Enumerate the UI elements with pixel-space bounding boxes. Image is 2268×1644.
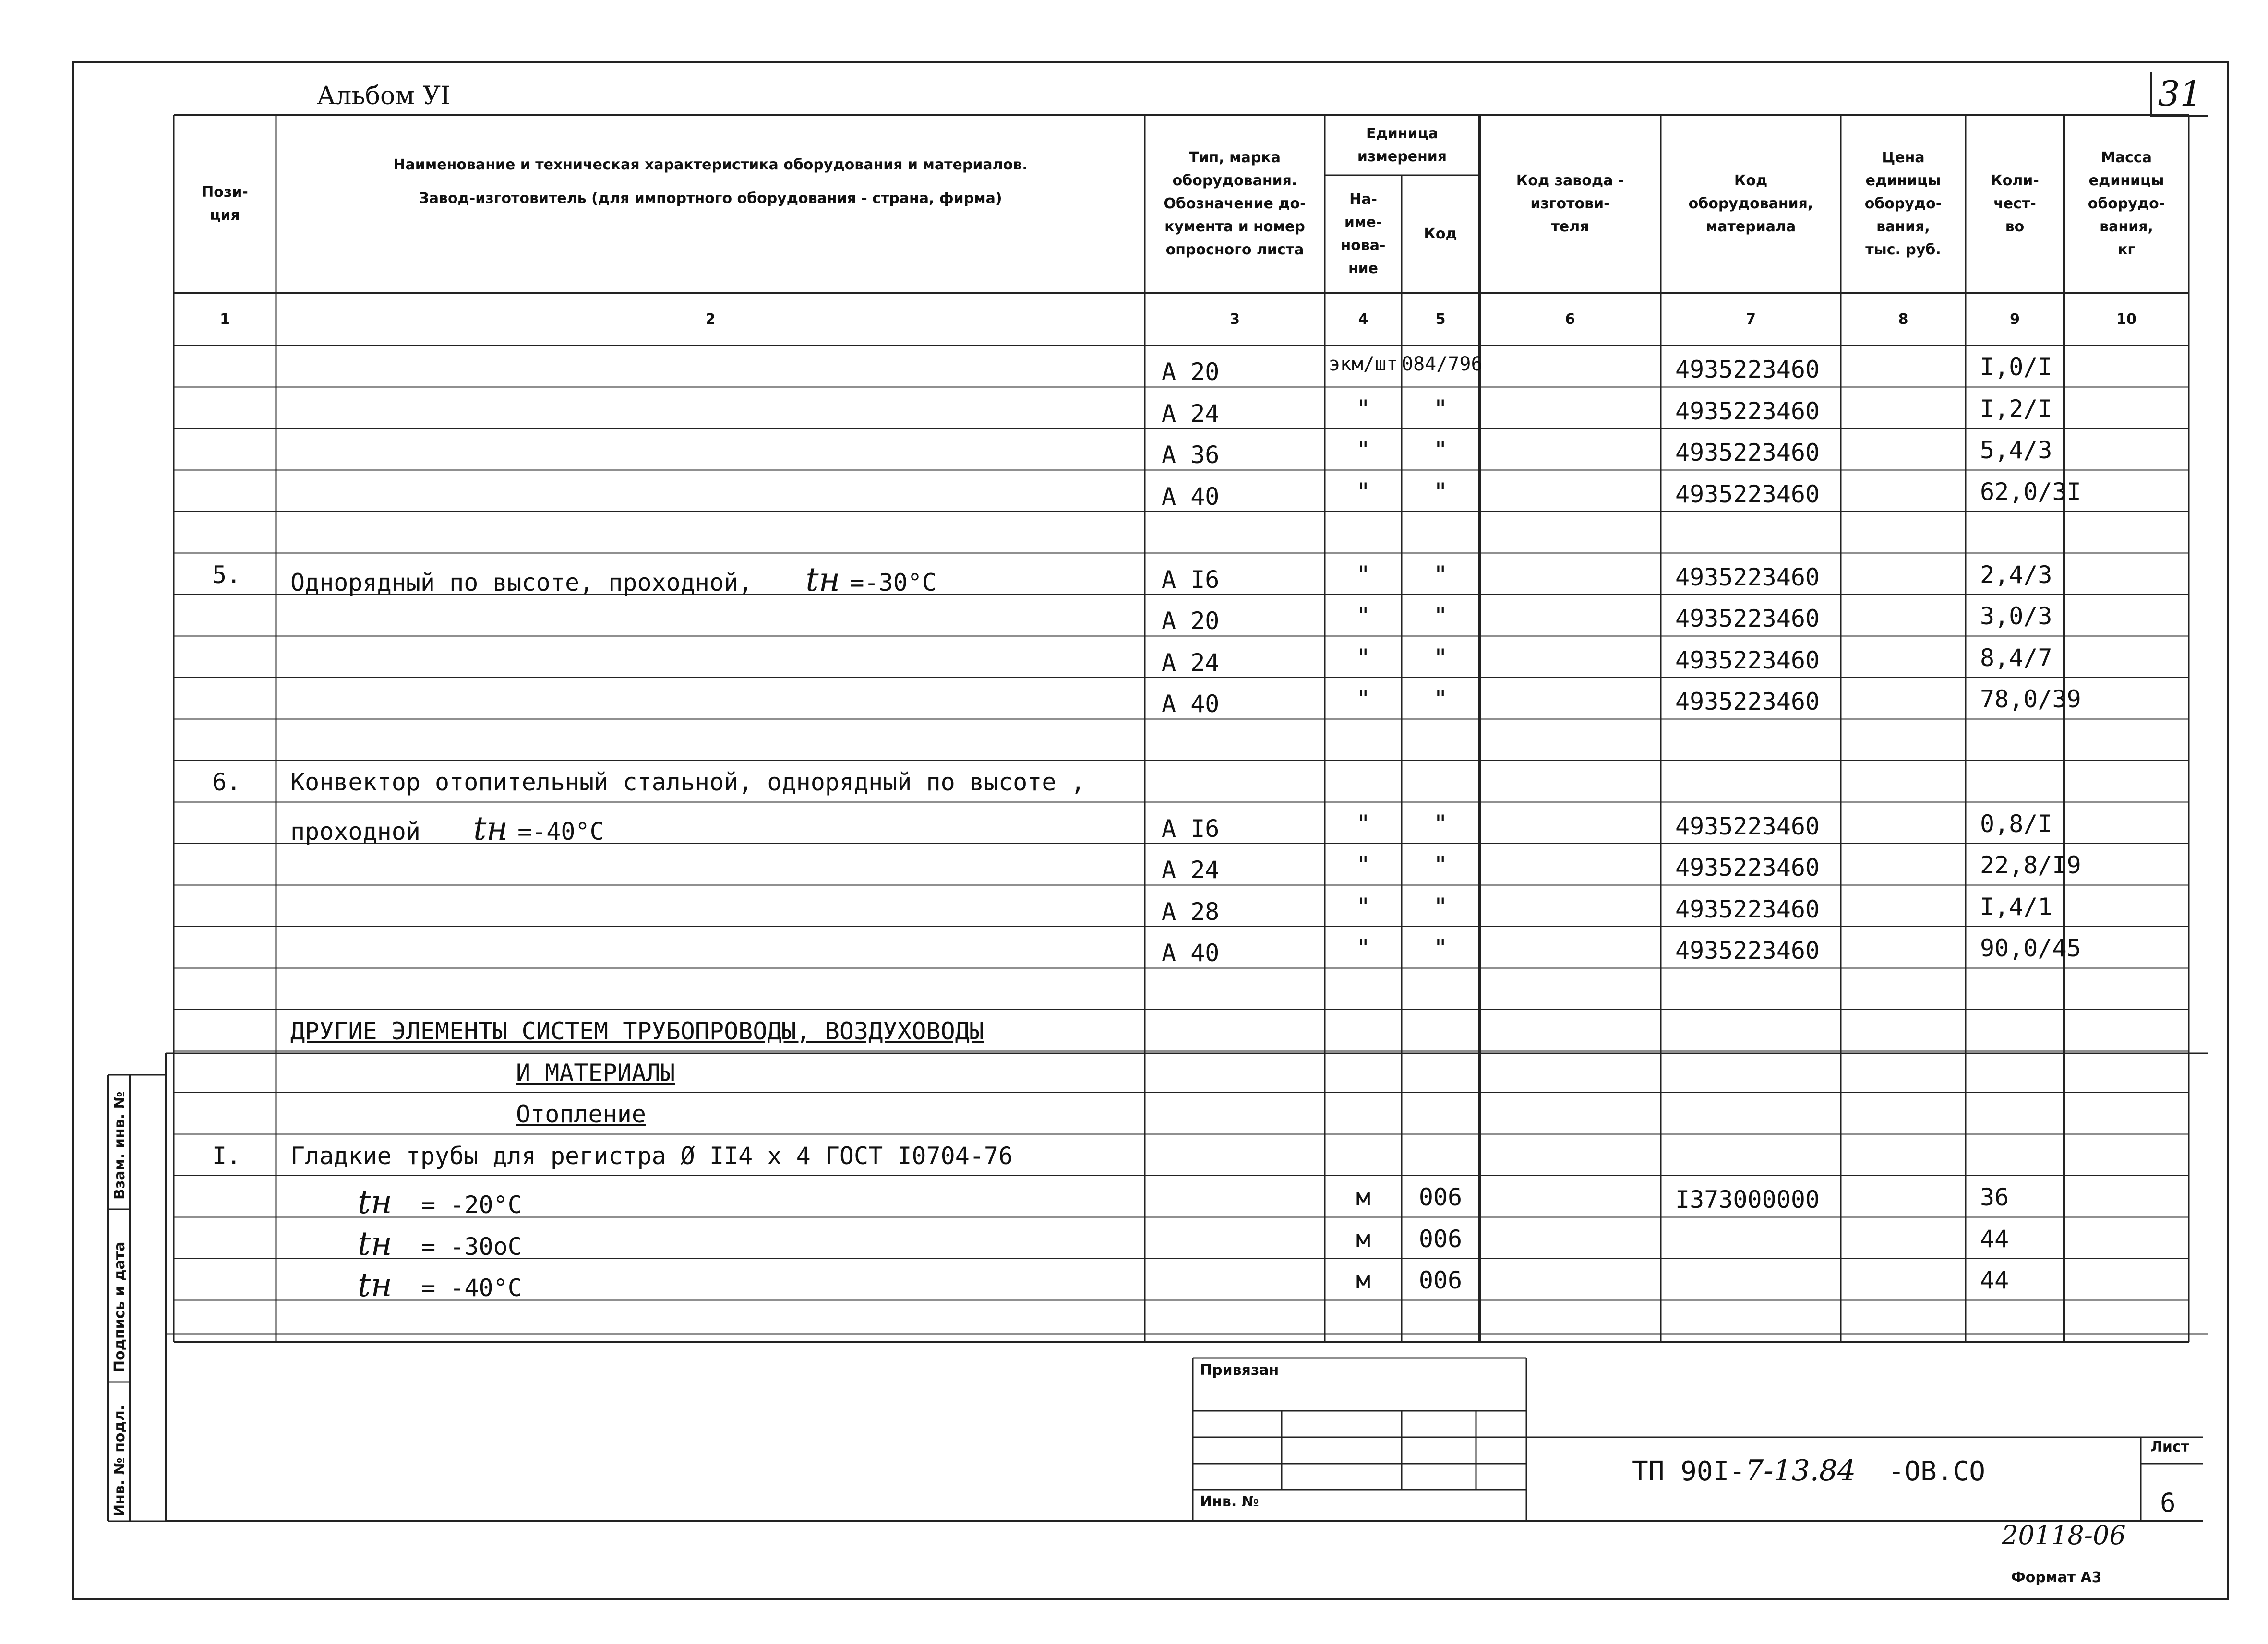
row-material-code: 4935223460 bbox=[1675, 854, 1820, 882]
row-name bbox=[516, 1059, 675, 1087]
row-unit-name: " bbox=[1356, 602, 1371, 630]
row-quantity: I,4/1 bbox=[1980, 893, 2052, 921]
attached-label: Привязан bbox=[1200, 1362, 1279, 1379]
format-label: Формат А3 bbox=[2011, 1569, 2102, 1586]
row-name-temperature: =-40°С bbox=[517, 817, 604, 846]
row-name-text: Гладкие трубы для регистра Ø II4 х 4 ГОСТ I0704-76 bbox=[290, 1142, 1013, 1170]
row-unit-code: " bbox=[1433, 602, 1448, 630]
row-material-code: 4935223460 bbox=[1675, 605, 1820, 632]
row-quantity: 2,4/3 bbox=[1980, 560, 2052, 589]
row-unit-name: экм/шт bbox=[1328, 353, 1398, 375]
header-name-line1: Наименование и техническая характеристика оборудования и материалов. bbox=[393, 156, 1028, 173]
row-unit-code: 084/796 bbox=[1402, 353, 1483, 375]
row-quantity: I,2/I bbox=[1980, 394, 2052, 423]
column-number: 6 bbox=[1565, 310, 1575, 328]
header-price: Цена единицы оборудо- вания, тыс. руб. bbox=[1864, 149, 1942, 258]
row-unit-code: " bbox=[1433, 394, 1448, 423]
row-unit-name: " bbox=[1356, 934, 1371, 962]
row-material-code: 4935223460 bbox=[1675, 812, 1820, 840]
row-name bbox=[358, 1183, 522, 1221]
row-name-text: И МАТЕРИАЛЫ bbox=[516, 1059, 675, 1087]
sheet-label: Лист bbox=[2150, 1439, 2190, 1455]
row-name-text: Отопление bbox=[516, 1100, 646, 1128]
row-name bbox=[290, 768, 1085, 796]
row-type: А 20 bbox=[1162, 358, 1220, 386]
handwritten-t-symbol: tн bbox=[805, 560, 840, 599]
row-unit-code: " bbox=[1433, 436, 1448, 464]
row-name bbox=[290, 561, 936, 599]
row-unit-name: м bbox=[1356, 1183, 1371, 1211]
row-quantity: I,0/I bbox=[1980, 353, 2052, 381]
row-quantity: 0,8/I bbox=[1980, 810, 2052, 838]
row-position: I. bbox=[212, 1142, 241, 1170]
row-name-text: ДРУГИЕ ЭЛЕМЕНТЫ СИСТЕМ ТРУБОПРОВОДЫ, ВОЗДУХОВОДЫ bbox=[290, 1017, 984, 1045]
row-unit-name: м bbox=[1356, 1266, 1371, 1294]
row-unit-name: " bbox=[1356, 810, 1371, 838]
header-unit: Единица измерения bbox=[1357, 125, 1447, 165]
sheet-value: 6 bbox=[2160, 1488, 2176, 1518]
row-quantity: 90,0/45 bbox=[1980, 934, 2081, 962]
row-unit-name: " bbox=[1356, 436, 1371, 464]
inv-label: Инв. № bbox=[1200, 1493, 1259, 1510]
row-unit-code: 006 bbox=[1418, 1183, 1463, 1211]
column-number: 3 bbox=[1230, 310, 1240, 328]
row-unit-name: " bbox=[1356, 560, 1371, 589]
row-material-code: 4935223460 bbox=[1675, 563, 1820, 591]
row-unit-code: " bbox=[1433, 477, 1448, 506]
row-quantity: 22,8/I9 bbox=[1980, 851, 2081, 879]
header-unit-name: На- име- нова- ние bbox=[1341, 191, 1386, 277]
designation-handwritten: 7-13.84 bbox=[1745, 1454, 1856, 1488]
row-unit-name: " bbox=[1356, 643, 1371, 672]
row-name-temperature: = -20°С bbox=[421, 1191, 522, 1219]
row-unit-code: 006 bbox=[1418, 1266, 1463, 1294]
row-unit-name: " bbox=[1356, 851, 1371, 879]
row-unit-name: " bbox=[1356, 394, 1371, 423]
row-type: А 40 bbox=[1162, 690, 1220, 718]
row-material-code: 4935223460 bbox=[1675, 646, 1820, 674]
row-name bbox=[516, 1100, 646, 1128]
header-unit-code: Код bbox=[1424, 225, 1457, 242]
row-material-code: 4935223460 bbox=[1675, 480, 1820, 508]
row-type: А 40 bbox=[1162, 482, 1220, 511]
row-type: А 24 bbox=[1162, 856, 1220, 884]
row-name bbox=[290, 810, 604, 848]
row-unit-name: " bbox=[1356, 685, 1371, 713]
row-unit-code: " bbox=[1433, 643, 1448, 672]
row-name-temperature: =-30°С bbox=[850, 568, 937, 596]
row-material-code: I373000000 bbox=[1675, 1186, 1820, 1214]
row-type: А I6 bbox=[1162, 814, 1220, 843]
row-material-code: 4935223460 bbox=[1675, 439, 1820, 466]
row-type: А 36 bbox=[1162, 441, 1220, 469]
row-name-temperature: = -30оС bbox=[421, 1232, 522, 1261]
row-name bbox=[290, 1142, 1013, 1170]
row-material-code: 4935223460 bbox=[1675, 937, 1820, 965]
row-unit-code: 006 bbox=[1418, 1225, 1463, 1253]
row-material-code: 4935223460 bbox=[1675, 397, 1820, 425]
row-quantity: 3,0/3 bbox=[1980, 602, 2052, 630]
row-name bbox=[358, 1266, 522, 1304]
row-unit-name: " bbox=[1356, 477, 1371, 506]
row-type: А 40 bbox=[1162, 939, 1220, 967]
row-name bbox=[290, 1017, 984, 1045]
row-name-text: Конвектор отопительный стальной, однорядный по высоте , bbox=[290, 768, 1085, 796]
row-quantity: 44 bbox=[1980, 1266, 2009, 1294]
row-quantity: 44 bbox=[1980, 1225, 2009, 1253]
column-number: 1 bbox=[220, 310, 230, 328]
row-name-temperature: = -40°С bbox=[421, 1274, 522, 1302]
row-name-text: Однорядный по высоте, проходной, bbox=[290, 568, 753, 596]
header-factory-code: Код завода - изготови- теля bbox=[1516, 172, 1624, 235]
row-material-code: 4935223460 bbox=[1675, 895, 1820, 923]
row-unit-code: " bbox=[1433, 851, 1448, 879]
row-type: А 28 bbox=[1162, 897, 1220, 926]
row-unit-code: " bbox=[1433, 893, 1448, 921]
row-name-text: проходной bbox=[290, 817, 420, 846]
row-type: А 20 bbox=[1162, 607, 1220, 635]
header-material-code: Код оборудования, материала bbox=[1688, 172, 1813, 235]
row-quantity: 5,4/3 bbox=[1980, 436, 2052, 464]
header-mass: Масса единицы оборудо- вания, кг bbox=[2088, 149, 2165, 258]
row-unit-code: " bbox=[1433, 685, 1448, 713]
handwritten-t-symbol: tн bbox=[358, 1266, 393, 1304]
row-type: А I6 bbox=[1162, 565, 1220, 594]
stamp-number: 20118-06 bbox=[2002, 1520, 2126, 1550]
column-number: 2 bbox=[705, 310, 716, 328]
row-quantity: 62,0/3I bbox=[1980, 477, 2081, 506]
row-type: А 24 bbox=[1162, 648, 1220, 677]
row-name bbox=[358, 1225, 522, 1263]
sheet-number: 31 bbox=[2150, 72, 2208, 117]
side-stamp-inventory: Инв. № подл. bbox=[111, 1405, 128, 1516]
row-unit-code: " bbox=[1433, 810, 1448, 838]
column-number: 4 bbox=[1358, 310, 1368, 328]
column-number: 8 bbox=[1898, 310, 1908, 328]
row-type: А 24 bbox=[1162, 399, 1220, 428]
row-unit-name: м bbox=[1356, 1225, 1371, 1253]
handwritten-t-symbol: tн bbox=[473, 810, 508, 848]
header-name-line2: Завод-изготовитель (для импортного оборудования - страна, фирма) bbox=[419, 190, 1002, 207]
designation-suffix: -ОВ.СО bbox=[1888, 1456, 1985, 1487]
side-stamp-signature: Подпись и дата bbox=[111, 1241, 128, 1372]
row-quantity: 36 bbox=[1980, 1183, 2009, 1211]
row-unit-code: " bbox=[1433, 560, 1448, 589]
row-unit-code: " bbox=[1433, 934, 1448, 962]
album-label: Альбом УI bbox=[317, 82, 451, 110]
row-quantity: 8,4/7 bbox=[1980, 643, 2052, 672]
side-stamp-replace: Взам. инв. № bbox=[111, 1091, 128, 1200]
row-material-code: 4935223460 bbox=[1675, 356, 1820, 383]
column-number: 5 bbox=[1435, 310, 1446, 328]
column-number: 9 bbox=[2010, 310, 2020, 328]
header-quantity: Коли- чест- во bbox=[1991, 172, 2039, 235]
header-position: Пози- ция bbox=[202, 184, 248, 224]
header-type: Тип, марка оборудования. Обозначение до- кумента и номер опросного листа bbox=[1164, 149, 1306, 258]
row-material-code: 4935223460 bbox=[1675, 688, 1820, 715]
row-unit-name: " bbox=[1356, 893, 1371, 921]
column-number: 10 bbox=[2116, 310, 2136, 328]
designation-prefix: ТП 90I- bbox=[1632, 1456, 1746, 1487]
drawing-designation bbox=[1632, 1454, 1985, 1488]
column-number: 7 bbox=[1746, 310, 1756, 328]
row-position: 6. bbox=[212, 768, 241, 796]
handwritten-t-symbol: tн bbox=[358, 1183, 393, 1221]
handwritten-t-symbol: tн bbox=[358, 1225, 393, 1263]
row-position: 5. bbox=[212, 560, 241, 589]
row-quantity: 78,0/39 bbox=[1980, 685, 2081, 713]
